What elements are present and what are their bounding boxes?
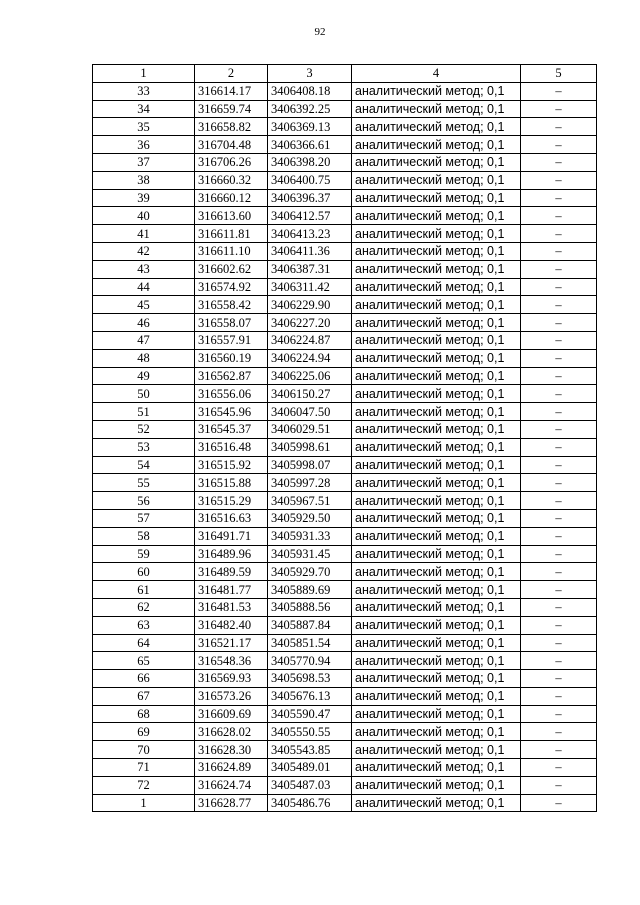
y-coordinate-cell: 3406369.13 (268, 118, 352, 136)
x-coordinate-cell: 316515.29 (195, 492, 268, 510)
table-row (93, 456, 597, 474)
point-number-cell: 39 (93, 189, 195, 207)
y-coordinate-cell: 3405543.85 (268, 741, 352, 759)
method-cell: аналитический метод; 0,1 (352, 314, 521, 332)
note-cell: – (521, 171, 597, 189)
table-row (93, 687, 597, 705)
table-row (93, 349, 597, 367)
note-cell: – (521, 82, 597, 100)
note-cell: – (521, 563, 597, 581)
x-coordinate-cell: 316628.02 (195, 723, 268, 741)
method-cell: аналитический метод; 0,1 (352, 563, 521, 581)
method-cell: аналитический метод; 0,1 (352, 670, 521, 688)
y-coordinate-cell: 3406224.87 (268, 331, 352, 349)
method-cell: аналитический метод; 0,1 (352, 100, 521, 118)
point-number-cell: 69 (93, 723, 195, 741)
table-row (93, 670, 597, 688)
method-cell: аналитический метод; 0,1 (352, 759, 521, 777)
point-number-cell: 66 (93, 670, 195, 688)
x-coordinate-cell: 316660.12 (195, 189, 268, 207)
method-cell: аналитический метод; 0,1 (352, 634, 521, 652)
table-row (93, 242, 597, 260)
col-header-note: 5 (521, 65, 597, 83)
note-cell: – (521, 189, 597, 207)
note-cell: – (521, 456, 597, 474)
note-cell: – (521, 296, 597, 314)
note-cell: – (521, 527, 597, 545)
table-row (93, 581, 597, 599)
note-cell: – (521, 118, 597, 136)
page-number: 92 (314, 26, 326, 38)
method-cell: аналитический метод; 0,1 (352, 687, 521, 705)
x-coordinate-cell: 316560.19 (195, 349, 268, 367)
table-row (93, 296, 597, 314)
point-number-cell: 71 (93, 759, 195, 777)
point-number-cell: 70 (93, 741, 195, 759)
x-coordinate-cell: 316489.96 (195, 545, 268, 563)
note-cell: – (521, 242, 597, 260)
method-cell: аналитический метод; 0,1 (352, 616, 521, 634)
x-coordinate-cell: 316562.87 (195, 367, 268, 385)
y-coordinate-cell: 3405998.07 (268, 456, 352, 474)
table-row (93, 616, 597, 634)
y-coordinate-cell: 3406029.51 (268, 420, 352, 438)
table-row (93, 420, 597, 438)
x-coordinate-cell: 316521.17 (195, 634, 268, 652)
x-coordinate-cell: 316515.92 (195, 456, 268, 474)
point-number-cell: 65 (93, 652, 195, 670)
point-number-cell: 59 (93, 545, 195, 563)
method-cell: аналитический метод; 0,1 (352, 207, 521, 225)
note-cell: – (521, 367, 597, 385)
note-cell: – (521, 670, 597, 688)
x-coordinate-cell: 316515.88 (195, 474, 268, 492)
y-coordinate-cell: 3405931.33 (268, 527, 352, 545)
note-cell: – (521, 207, 597, 225)
y-coordinate-cell: 3406311.42 (268, 278, 352, 296)
y-coordinate-cell: 3406225.06 (268, 367, 352, 385)
point-number-cell: 54 (93, 456, 195, 474)
y-coordinate-cell: 3406411.36 (268, 242, 352, 260)
point-number-cell: 64 (93, 634, 195, 652)
table-row (93, 545, 597, 563)
point-number-cell: 67 (93, 687, 195, 705)
y-coordinate-cell: 3405997.28 (268, 474, 352, 492)
table-row (93, 331, 597, 349)
note-cell: – (521, 474, 597, 492)
note-cell: – (521, 705, 597, 723)
table-row (93, 509, 597, 527)
point-number-cell: 35 (93, 118, 195, 136)
point-number-cell: 37 (93, 153, 195, 171)
y-coordinate-cell: 3405967.51 (268, 492, 352, 510)
y-coordinate-cell: 3405887.84 (268, 616, 352, 634)
x-coordinate-cell: 316574.92 (195, 278, 268, 296)
method-cell: аналитический метод; 0,1 (352, 260, 521, 278)
y-coordinate-cell: 3405851.54 (268, 634, 352, 652)
method-cell: аналитический метод; 0,1 (352, 367, 521, 385)
point-number-cell: 45 (93, 296, 195, 314)
y-coordinate-cell: 3406229.90 (268, 296, 352, 314)
table-row (93, 189, 597, 207)
note-cell: – (521, 314, 597, 332)
point-number-cell: 72 (93, 776, 195, 794)
table-row (93, 207, 597, 225)
table-row (93, 598, 597, 616)
coordinates-table (92, 64, 597, 812)
x-coordinate-cell: 316613.60 (195, 207, 268, 225)
x-coordinate-cell: 316481.53 (195, 598, 268, 616)
table-row (93, 225, 597, 243)
x-coordinate-cell: 316545.96 (195, 403, 268, 421)
y-coordinate-cell: 3406227.20 (268, 314, 352, 332)
method-cell: аналитический метод; 0,1 (352, 225, 521, 243)
point-number-cell: 48 (93, 349, 195, 367)
x-coordinate-cell: 316628.77 (195, 794, 268, 812)
y-coordinate-cell: 3405998.61 (268, 438, 352, 456)
x-coordinate-cell: 316556.06 (195, 385, 268, 403)
note-cell: – (521, 225, 597, 243)
method-cell: аналитический метод; 0,1 (352, 118, 521, 136)
y-coordinate-cell: 3406224.94 (268, 349, 352, 367)
table-row (93, 723, 597, 741)
x-coordinate-cell: 316602.62 (195, 260, 268, 278)
y-coordinate-cell: 3406366.61 (268, 136, 352, 154)
y-coordinate-cell: 3405888.56 (268, 598, 352, 616)
table-row (93, 314, 597, 332)
method-cell: аналитический метод; 0,1 (352, 492, 521, 510)
y-coordinate-cell: 3406398.20 (268, 153, 352, 171)
point-number-cell: 40 (93, 207, 195, 225)
note-cell: – (521, 492, 597, 510)
x-coordinate-cell: 316624.89 (195, 759, 268, 777)
note-cell: – (521, 598, 597, 616)
y-coordinate-cell: 3406392.25 (268, 100, 352, 118)
note-cell: – (521, 153, 597, 171)
point-number-cell: 55 (93, 474, 195, 492)
point-number-cell: 42 (93, 242, 195, 260)
y-coordinate-cell: 3405929.50 (268, 509, 352, 527)
method-cell: аналитический метод; 0,1 (352, 242, 521, 260)
point-number-cell: 41 (93, 225, 195, 243)
y-coordinate-cell: 3405489.01 (268, 759, 352, 777)
method-cell: аналитический метод; 0,1 (352, 652, 521, 670)
y-coordinate-cell: 3406413.23 (268, 225, 352, 243)
method-cell: аналитический метод; 0,1 (352, 705, 521, 723)
col-header-x: 2 (195, 65, 268, 83)
x-coordinate-cell: 316609.69 (195, 705, 268, 723)
y-coordinate-cell: 3406387.31 (268, 260, 352, 278)
note-cell: – (521, 794, 597, 812)
note-cell: – (521, 509, 597, 527)
method-cell: аналитический метод; 0,1 (352, 474, 521, 492)
point-number-cell: 46 (93, 314, 195, 332)
point-number-cell: 50 (93, 385, 195, 403)
x-coordinate-cell: 316481.77 (195, 581, 268, 599)
table-row (93, 118, 597, 136)
y-coordinate-cell: 3406412.57 (268, 207, 352, 225)
y-coordinate-cell: 3405676.13 (268, 687, 352, 705)
x-coordinate-cell: 316569.93 (195, 670, 268, 688)
x-coordinate-cell: 316482.40 (195, 616, 268, 634)
x-coordinate-cell: 316558.07 (195, 314, 268, 332)
point-number-cell: 44 (93, 278, 195, 296)
y-coordinate-cell: 3405770.94 (268, 652, 352, 670)
point-number-cell: 61 (93, 581, 195, 599)
point-number-cell: 63 (93, 616, 195, 634)
table-row (93, 260, 597, 278)
table-body (93, 82, 597, 812)
y-coordinate-cell: 3405698.53 (268, 670, 352, 688)
point-number-cell: 34 (93, 100, 195, 118)
method-cell: аналитический метод; 0,1 (352, 82, 521, 100)
y-coordinate-cell: 3405550.55 (268, 723, 352, 741)
method-cell: аналитический метод; 0,1 (352, 385, 521, 403)
x-coordinate-cell: 316558.42 (195, 296, 268, 314)
method-cell: аналитический метод; 0,1 (352, 598, 521, 616)
point-number-cell: 68 (93, 705, 195, 723)
note-cell: – (521, 420, 597, 438)
table-row (93, 474, 597, 492)
note-cell: – (521, 741, 597, 759)
note-cell: – (521, 545, 597, 563)
y-coordinate-cell: 3405889.69 (268, 581, 352, 599)
x-coordinate-cell: 316557.91 (195, 331, 268, 349)
table-row (93, 136, 597, 154)
col-header-point-number: 1 (93, 65, 195, 83)
point-number-cell: 58 (93, 527, 195, 545)
x-coordinate-cell: 316491.71 (195, 527, 268, 545)
point-number-cell: 53 (93, 438, 195, 456)
note-cell: – (521, 403, 597, 421)
y-coordinate-cell: 3406150.27 (268, 385, 352, 403)
point-number-cell: 47 (93, 331, 195, 349)
note-cell: – (521, 136, 597, 154)
method-cell: аналитический метод; 0,1 (352, 189, 521, 207)
method-cell: аналитический метод; 0,1 (352, 545, 521, 563)
note-cell: – (521, 278, 597, 296)
x-coordinate-cell: 316614.17 (195, 82, 268, 100)
table-row (93, 741, 597, 759)
note-cell: – (521, 634, 597, 652)
y-coordinate-cell: 3406396.37 (268, 189, 352, 207)
point-number-cell: 36 (93, 136, 195, 154)
x-coordinate-cell: 316545.37 (195, 420, 268, 438)
table-row (93, 527, 597, 545)
method-cell: аналитический метод; 0,1 (352, 723, 521, 741)
x-coordinate-cell: 316628.30 (195, 741, 268, 759)
y-coordinate-cell: 3406047.50 (268, 403, 352, 421)
x-coordinate-cell: 316704.48 (195, 136, 268, 154)
note-cell: – (521, 331, 597, 349)
method-cell: аналитический метод; 0,1 (352, 527, 521, 545)
method-cell: аналитический метод; 0,1 (352, 581, 521, 599)
method-cell: аналитический метод; 0,1 (352, 403, 521, 421)
point-number-cell: 1 (93, 794, 195, 812)
point-number-cell: 57 (93, 509, 195, 527)
y-coordinate-cell: 3405487.03 (268, 776, 352, 794)
table-row (93, 171, 597, 189)
point-number-cell: 38 (93, 171, 195, 189)
method-cell: аналитический метод; 0,1 (352, 278, 521, 296)
y-coordinate-cell: 3406400.75 (268, 171, 352, 189)
table-row (93, 403, 597, 421)
point-number-cell: 43 (93, 260, 195, 278)
method-cell: аналитический метод; 0,1 (352, 776, 521, 794)
method-cell: аналитический метод; 0,1 (352, 420, 521, 438)
note-cell: – (521, 652, 597, 670)
x-coordinate-cell: 316659.74 (195, 100, 268, 118)
table-row (93, 385, 597, 403)
x-coordinate-cell: 316706.26 (195, 153, 268, 171)
note-cell: – (521, 100, 597, 118)
table-row (93, 153, 597, 171)
point-number-cell: 56 (93, 492, 195, 510)
method-cell: аналитический метод; 0,1 (352, 171, 521, 189)
note-cell: – (521, 687, 597, 705)
x-coordinate-cell: 316611.81 (195, 225, 268, 243)
col-header-method: 4 (352, 65, 521, 83)
method-cell: аналитический метод; 0,1 (352, 153, 521, 171)
col-header-y: 3 (268, 65, 352, 83)
method-cell: аналитический метод; 0,1 (352, 349, 521, 367)
note-cell: – (521, 759, 597, 777)
x-coordinate-cell: 316624.74 (195, 776, 268, 794)
y-coordinate-cell: 3405931.45 (268, 545, 352, 563)
method-cell: аналитический метод; 0,1 (352, 136, 521, 154)
point-number-cell: 49 (93, 367, 195, 385)
x-coordinate-cell: 316658.82 (195, 118, 268, 136)
x-coordinate-cell: 316489.59 (195, 563, 268, 581)
y-coordinate-cell: 3406408.18 (268, 82, 352, 100)
x-coordinate-cell: 316660.32 (195, 171, 268, 189)
x-coordinate-cell: 316573.26 (195, 687, 268, 705)
table-row (93, 367, 597, 385)
x-coordinate-cell: 316611.10 (195, 242, 268, 260)
note-cell: – (521, 438, 597, 456)
table-row (93, 100, 597, 118)
table-row (93, 794, 597, 812)
table-row (93, 82, 597, 100)
point-number-cell: 60 (93, 563, 195, 581)
x-coordinate-cell: 316516.63 (195, 509, 268, 527)
method-cell: аналитический метод; 0,1 (352, 456, 521, 474)
note-cell: – (521, 581, 597, 599)
table-row (93, 278, 597, 296)
method-cell: аналитический метод; 0,1 (352, 296, 521, 314)
table-row (93, 652, 597, 670)
point-number-cell: 62 (93, 598, 195, 616)
note-cell: – (521, 616, 597, 634)
y-coordinate-cell: 3405590.47 (268, 705, 352, 723)
table-row (93, 492, 597, 510)
method-cell: аналитический метод; 0,1 (352, 331, 521, 349)
table-row (93, 776, 597, 794)
table-row (93, 759, 597, 777)
note-cell: – (521, 260, 597, 278)
point-number-cell: 33 (93, 82, 195, 100)
note-cell: – (521, 385, 597, 403)
table-row (93, 705, 597, 723)
y-coordinate-cell: 3405929.70 (268, 563, 352, 581)
x-coordinate-cell: 316516.48 (195, 438, 268, 456)
note-cell: – (521, 776, 597, 794)
method-cell: аналитический метод; 0,1 (352, 438, 521, 456)
table-row (93, 438, 597, 456)
header-row (93, 65, 597, 83)
method-cell: аналитический метод; 0,1 (352, 794, 521, 812)
y-coordinate-cell: 3405486.76 (268, 794, 352, 812)
table-row (93, 634, 597, 652)
table-row (93, 563, 597, 581)
note-cell: – (521, 723, 597, 741)
note-cell: – (521, 349, 597, 367)
method-cell: аналитический метод; 0,1 (352, 509, 521, 527)
x-coordinate-cell: 316548.36 (195, 652, 268, 670)
point-number-cell: 51 (93, 403, 195, 421)
point-number-cell: 52 (93, 420, 195, 438)
method-cell: аналитический метод; 0,1 (352, 741, 521, 759)
